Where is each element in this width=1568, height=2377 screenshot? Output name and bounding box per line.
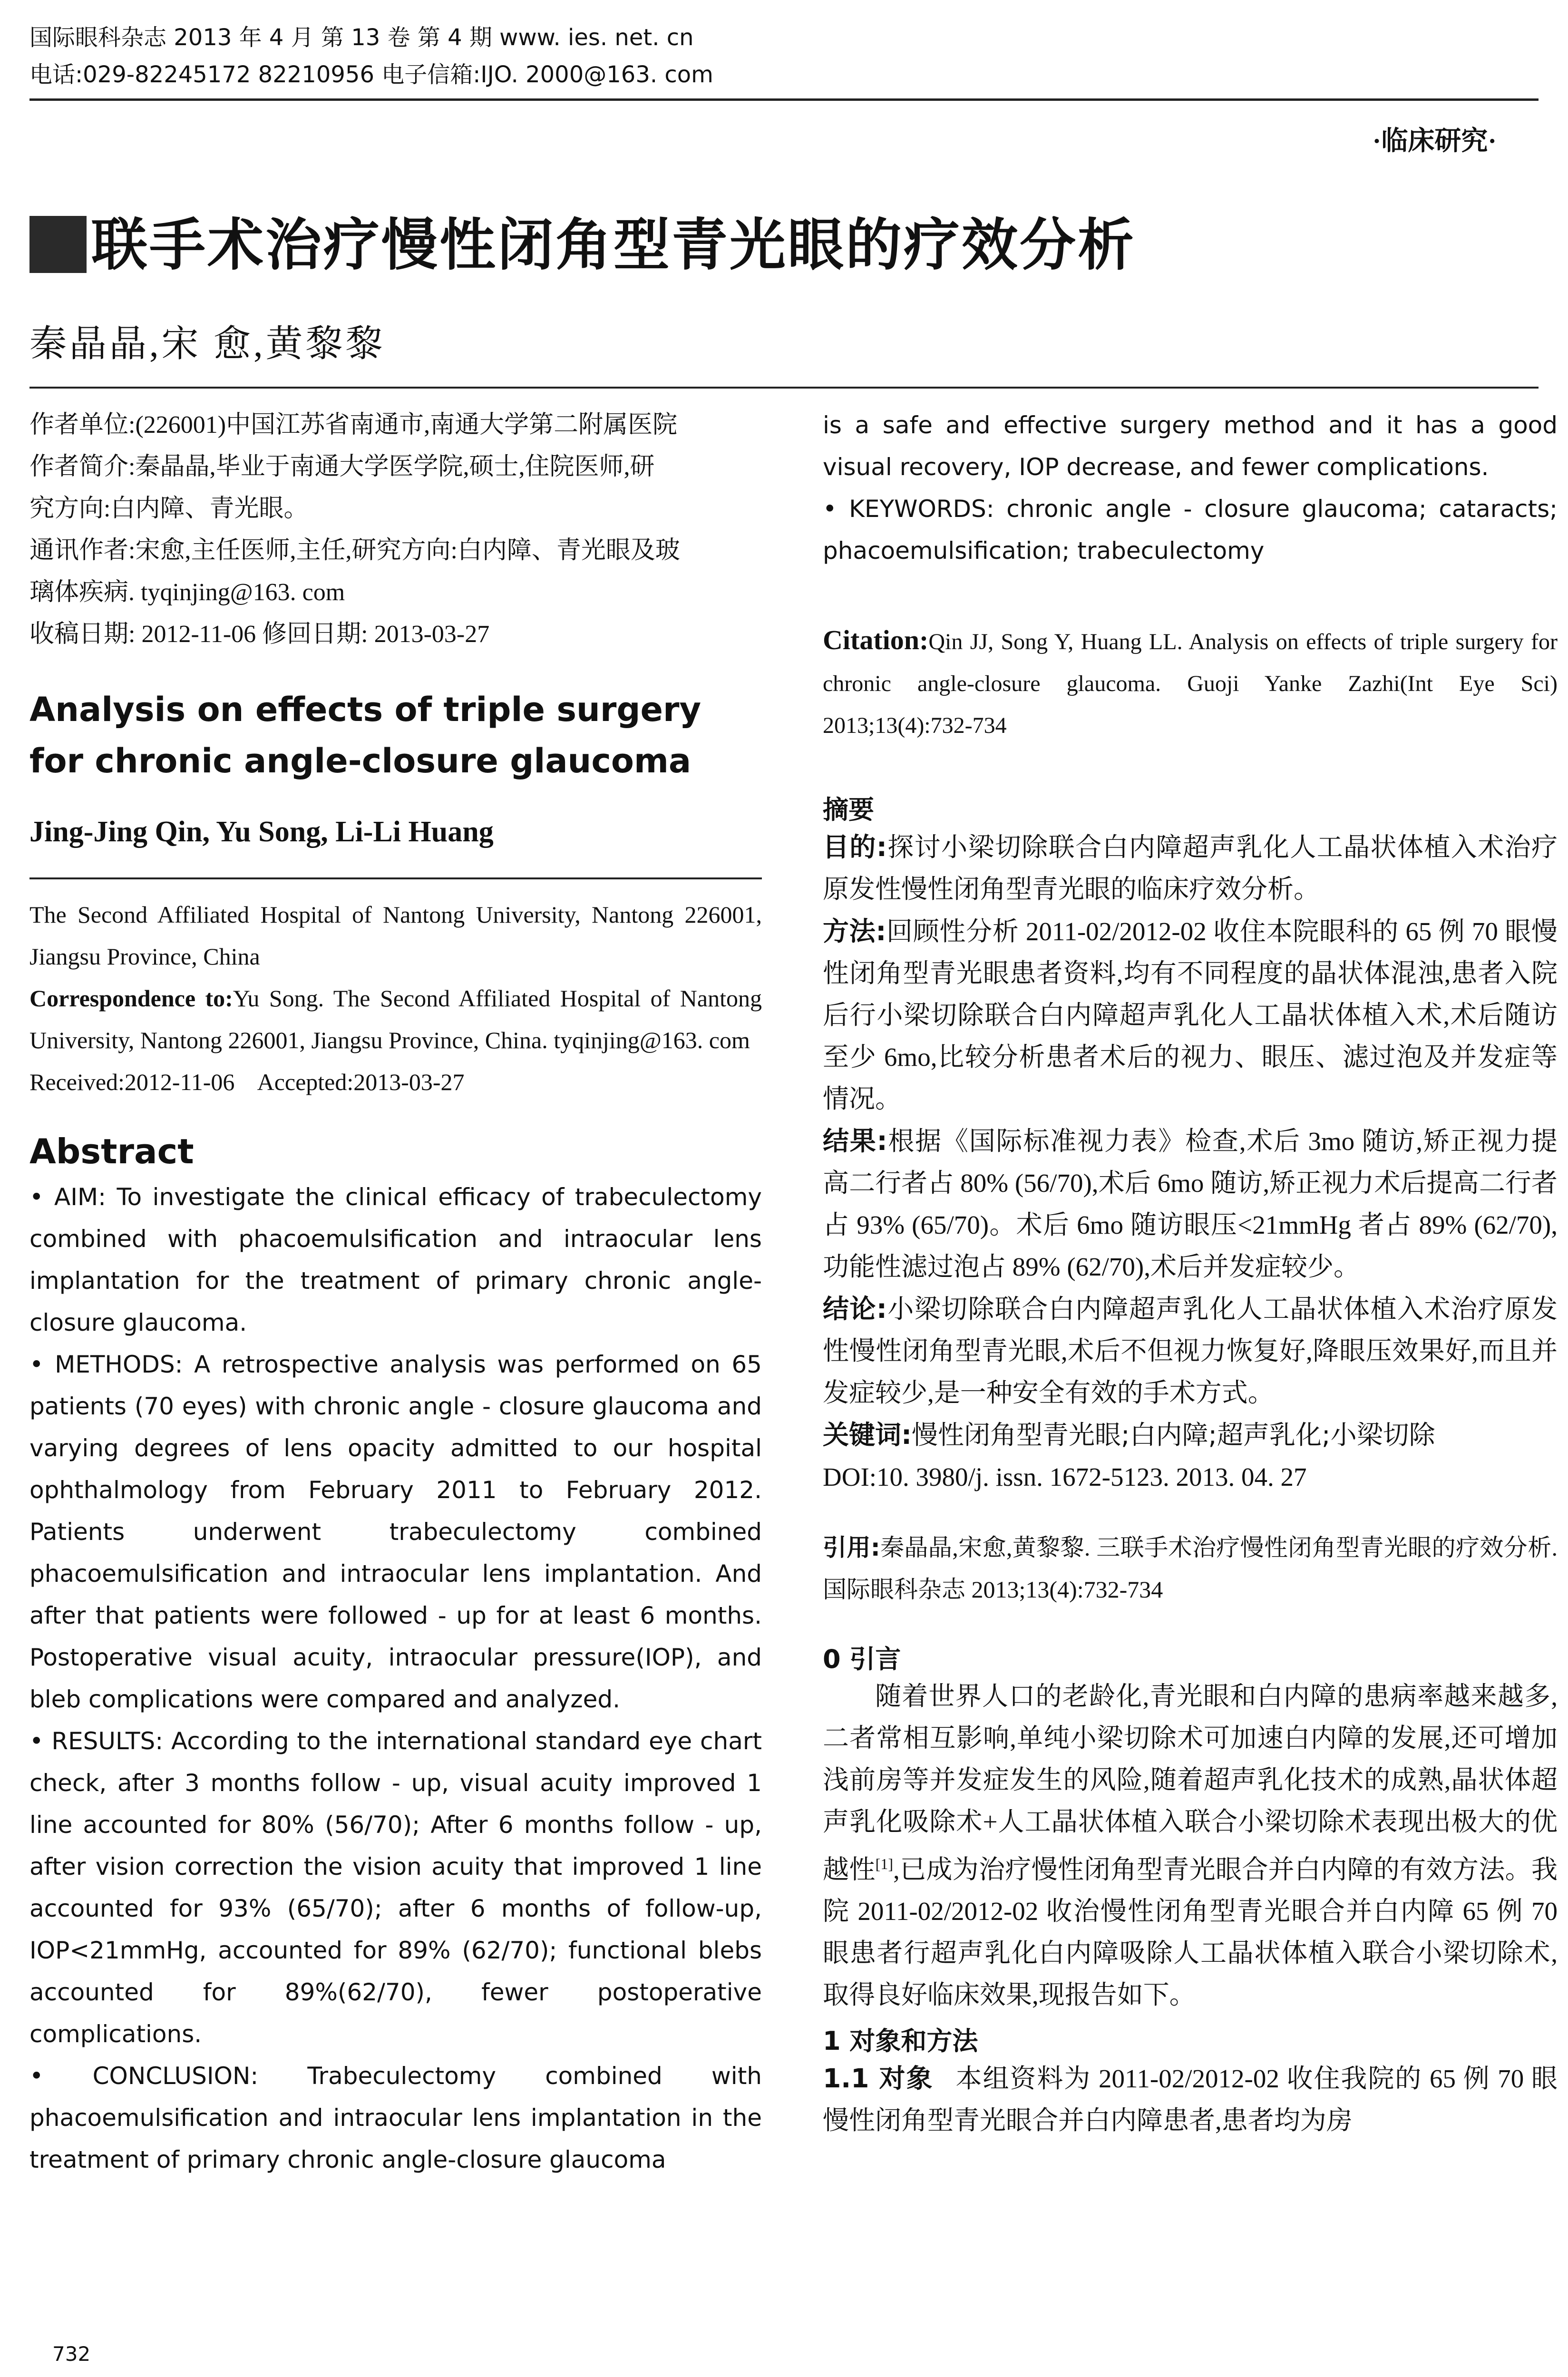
right-column [823,404,1558,2142]
cn-citation-label: 引用: [823,1534,880,1561]
intro-heading: 0 引言 [823,1644,901,1674]
authors-en: Jing-Jing Qin, Yu Song, Li-Li Huang [29,816,494,848]
page-number: 732 [52,2342,91,2366]
abstract-aim: • AIM: To investigate the clinical efficacy of trabeculectomy combined with phacoemulsification and intraocular lens implantation for the treatment of primary chronic angle-closure glaucoma. [29,1183,762,1336]
cn-aim-label: 目的: [823,832,887,862]
abstract-heading: Abstract [29,1131,194,1171]
doi: DOI:10. 3980/j. issn. 1672-5123. 2013. 04. 27 [823,1462,1307,1491]
affiliation-block [29,894,762,1103]
intro-text-1: 随着世界人口的老龄化,青光眼和白内障的患病率越来越多,二者常相互影响,单纯小梁切除术可加速白内障的发展,还可增加浅前房等并发症发生的风险,随着超声乳化技术的成熟,晶状体超声乳化吸除术+人工晶状体植入联合小梁切除术表现出极大的优越性 [823,1682,1558,1884]
cn-abstract-aim [823,826,1558,910]
journal-header-line2: 电话:029-82245172 82210956 电子信箱:IJO. 2000@163. com [29,61,713,88]
cn-info-line: 作者单位:(226001)中国江苏省南通市,南通大学第二附属医院 [29,411,678,438]
cn-results-text: 根据《国际标准视力表》检查,术后 3mo 随访,矫正视力提高二行者占 80% (56/70),术后 6mo 随访,矫正视力术后提高二行者占 93% (65/70)。术后 6mo 随访眼压<21mmHg 者占 89% (62/70),功能性滤过泡占 89% (62/70),术后并发症较少。 [823,1127,1558,1281]
received-dates: Received:2012-11-06 Accepted:2013-03-27 [29,1069,465,1095]
abstract-results: • RESULTS: According to the international standard eye chart check, after 3 months follow - up, visual acuity improved 1 line accounted for 80% (56/70); After 6 months follow - up, after vision correction the vision acuity that improved 1 line accounted for 93% (65/70); after 6 months of follow-up, IOP<21mmHg, accounted for 89% (62/70); functional blebs accounted for 89%(62/70), fewer postoperative complications. [29,1727,762,2048]
cn-methods-text: 回顾性分析 2011-02/2012-02 收住本院眼科的 65 例 70 眼慢性闭角型青光眼患者资料,均有不同程度的晶状体混浊,患者入院后行小梁切除联合白内障超声乳化人工晶状体植入术,术后随访至少 6mo,比较分析患者术后的视力、眼压、滤过泡及并发症等情况。 [823,917,1558,1113]
affiliation: The Second Affiliated Hospital of Nantong University, Nantong 226001, Jiangsu Province, China [29,901,762,970]
cn-abstract-heading: 摘要 [823,795,874,825]
title-rule [29,387,1539,389]
citation-label: Citation: [823,624,929,655]
intro-reference: [1] [875,1855,893,1872]
cn-author-info [29,404,762,655]
article-title-text: 联手术治疗慢性闭角型青光眼的疗效分析 [91,212,1136,278]
left-column [29,404,762,2181]
title-first-char-image [29,216,87,273]
cn-abstract-conclusion [823,1288,1558,1414]
cn-aim-text: 探讨小梁切除联合白内障超声乳化人工晶状体植入术治疗原发性慢性闭角型青光眼的临床疗效分析。 [823,833,1558,904]
header-rule [29,98,1539,101]
cn-info-line: 璃体疾病. tyqinjing@163. com [29,579,345,606]
cn-citation-text: 秦晶晶,宋愈,黄黎黎. 三联手术治疗慢性闭角型青光眼的疗效分析. 国际眼科杂志 2013;13(4):732-734 [823,1534,1558,1603]
journal-header-line1: 国际眼科杂志 2013 年 4 月 第 13 卷 第 4 期 www. ies. net. cn [29,24,694,51]
abstract-en-continued [823,404,1558,572]
article-title-en: Analysis on effects of triple surgery for chronic angle-closure glaucoma [29,690,701,780]
abstract-methods: • METHODS: A retrospective analysis was performed on 65 patients (70 eyes) with chronic angle - closure glaucoma and varying degrees of lens opacity admitted to our hospital ophthalmology from February 2011 to February 2012. Patients underwent trabeculectomy combined phacoemulsification and intraocular lens implantation. And after that patients were followed - up for at least 6 months. Postoperative visual acuity, intraocular pressure(IOP), and bleb complications were compared and analyzed. [29,1351,762,1713]
authors-rule [29,877,762,879]
intro-body [823,1676,1558,2016]
cn-conclusion-label: 结论: [823,1294,887,1324]
subsection-label: 1.1 对象 [823,2063,934,2094]
abstract-en [29,1176,762,2181]
abstract-conclusion-cont: is a safe and effective surgery method and it has a good visual recovery, IOP decrease, and fewer complications. [823,411,1558,481]
citation-text: Qin JJ, Song Y, Huang LL. Analysis on effects of triple surgery for chronic angle-closure glaucoma. Guoji Yanke Zazhi(Int Eye Sci) 2013;13(4):732-734 [823,629,1558,738]
correspondence-label: Correspondence to: [29,985,233,1012]
intro-text-2: ,已成为治疗慢性闭角型青光眼合并白内障的有效方法。我院 2011-02/2012-02 收治慢性闭角型青光眼合并白内障 65 例 70 眼患者行超声乳化白内障吸除人工晶状体植入联合小梁切除术,取得良好临床效果,现报告如下。 [823,1855,1558,2010]
cn-results-label: 结果: [823,1126,887,1156]
citation-en [823,619,1558,747]
cn-info-line: 通讯作者:宋愈,主任医师,主任,研究方向:白内障、青光眼及玻 [29,537,680,564]
authors-cn: 秦晶晶,宋 愈,黄黎黎 [29,323,386,364]
subsection-text: 本组资料为 2011-02/2012-02 收住我院的 65 例 70 眼慢性闭角型青光眼合并白内障患者,患者均为房 [823,2064,1558,2135]
cn-abstract-methods [823,910,1558,1120]
cn-abstract-keywords [823,1414,1558,1456]
article-title-cn [29,200,1136,281]
section1-body [823,2057,1558,2142]
section1-heading: 1 对象和方法 [823,2026,978,2056]
section-tag: ·临床研究· [1372,127,1497,156]
abstract-conclusion: • CONCLUSION: Trabeculectomy combined with phacoemulsification and intraocular lens implantation in the treatment of primary chronic angle-closure glaucoma [29,2062,762,2173]
cn-abstract [823,826,1558,1498]
correspondence-text: Yu Song. The Second Affiliated Hospital of Nantong University, Nantong 226001, Jiangsu Province, China. tyqinjing@163. com [29,985,762,1053]
cn-abstract-results [823,1120,1558,1288]
cn-keywords-label: 关键词: [823,1420,912,1450]
cn-methods-label: 方法: [823,916,886,946]
cn-info-line: 收稿日期: 2012-11-06 修回日期: 2013-03-27 [29,621,490,648]
cn-keywords-text: 慢性闭角型青光眼;白内障;超声乳化;小梁切除 [912,1420,1435,1450]
cn-info-line: 究方向:白内障、青光眼。 [29,495,309,522]
abstract-keywords: • KEYWORDS: chronic angle - closure glaucoma; cataracts; phacoemulsification; trabeculectomy [823,495,1558,565]
cn-info-line: 作者简介:秦晶晶,毕业于南通大学医学院,硕士,住院医师,研 [29,453,655,480]
correspondence [29,977,762,1061]
citation-cn [823,1527,1558,1610]
cn-conclusion-text: 小梁切除联合白内障超声乳化人工晶状体植入术治疗原发性慢性闭角型青光眼,术后不但视力恢复好,降眼压效果好,而且并发症较少,是一种安全有效的手术方式。 [823,1295,1558,1407]
